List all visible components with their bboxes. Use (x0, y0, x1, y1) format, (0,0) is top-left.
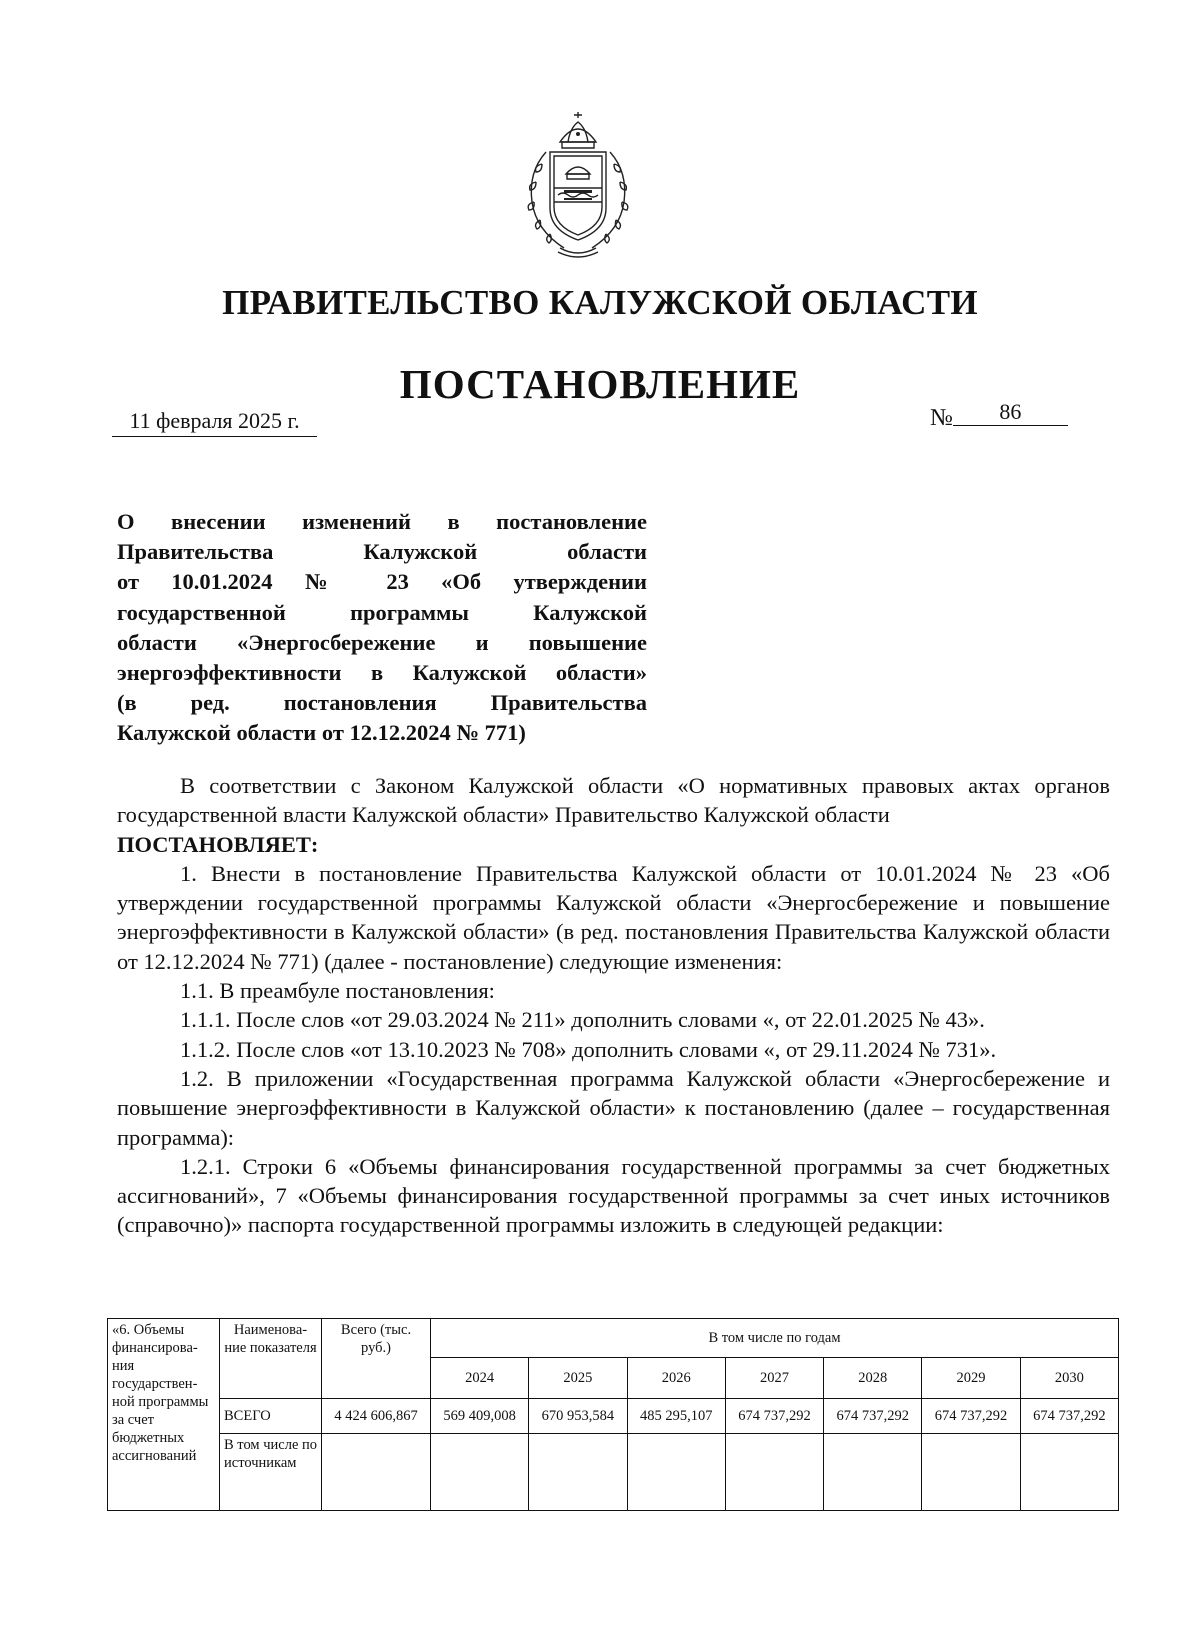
value-cell (1020, 1434, 1118, 1511)
document-number (930, 399, 1068, 432)
clause-1-1-1: 1.1.1. После слов «от 29.03.2024 № 211» дополнить словами «, от 22.01.2025 № 43». (180, 1007, 985, 1033)
total-cell (322, 1434, 431, 1511)
year-header: 2025 (529, 1358, 627, 1399)
clause-1-1-2: 1.1.2. После слов «от 13.10.2023 № 708» дополнить словами «, от 29.11.2024 № 731». (180, 1036, 997, 1062)
kaluga-coat-of-arms-emblem (518, 112, 638, 260)
table-row (108, 1399, 1119, 1434)
value-cell (824, 1434, 922, 1511)
subject-line: государственной программы Калужской (117, 599, 647, 625)
row-label-cell: «6. Объемы финансирова-ния государствен-ной программы за счет бюджетных ассигнований (108, 1319, 220, 1511)
value-cell (922, 1434, 1020, 1511)
value-cell (529, 1434, 627, 1511)
document-subject (117, 507, 647, 749)
table-header-row (108, 1319, 1119, 1358)
value-cell (725, 1434, 823, 1511)
number-value: 86 (953, 399, 1068, 426)
document-date: 11 февраля 2025 г. (112, 408, 317, 437)
clause-1-2-1: 1.2.1. Строки 6 «Объемы финансирования государственной программы за счет бюджетных ассигнований», 7 «Объемы финансирования государственной программы за счет иных источников (справочно)» паспорта государственной программы изложить в следующей редакции: (117, 1153, 1110, 1238)
column-header-total: Всего (тыс. руб.) (322, 1319, 431, 1399)
value-cell (627, 1434, 725, 1511)
value-cell: 674 737,292 (824, 1399, 922, 1434)
government-name-heading: ПРАВИТЕЛЬСТВО КАЛУЖСКОЙ ОБЛАСТИ (222, 283, 978, 322)
value-cell: 485 295,107 (627, 1399, 725, 1434)
decides-keyword: ПОСТАНОВЛЯЕТ: (117, 831, 319, 857)
preamble-paragraph: В соответствии с Законом Калужской области «О нормативных правовых актах органов государственной власти Калужской области» Правительство Калужской области (117, 773, 1110, 828)
table-row (108, 1434, 1119, 1511)
value-cell: 569 409,008 (431, 1399, 529, 1434)
value-cell: 674 737,292 (1020, 1399, 1118, 1434)
year-header: 2026 (627, 1358, 725, 1399)
year-header: 2027 (725, 1358, 823, 1399)
subject-line: Правительства Калужской области (117, 539, 647, 565)
value-cell (431, 1434, 529, 1511)
subject-line: от 10.01.2024 № 23 «Об утверждении (117, 569, 647, 595)
total-cell: 4 424 606,867 (322, 1399, 431, 1434)
document-type-heading: ПОСТАНОВЛЕНИЕ (399, 361, 801, 407)
subject-line: Калужской области от 12.12.2024 № 771) (117, 720, 526, 746)
indicator-cell: ВСЕГО (220, 1399, 322, 1434)
indicator-cell: В том числе по источникам (220, 1434, 322, 1511)
year-header: 2028 (824, 1358, 922, 1399)
column-header-indicator: Наименова-ние показателя (220, 1319, 322, 1399)
clause-1: 1. Внести в постановление Правительства Калужской области от 10.01.2024 № 23 «Об утверждении государственной программы Калужской области «Энергосбережение и повышение энергоэффективности в Калужской области» (в ред. постановления Правительства Калужской области от 12.12.2024 № 771) (далее - постановление) следующие изменения: (117, 860, 1110, 974)
value-cell: 674 737,292 (725, 1399, 823, 1434)
number-label: № (930, 405, 953, 431)
document-body (117, 771, 1110, 1240)
value-cell: 674 737,292 (922, 1399, 1020, 1434)
year-header: 2030 (1020, 1358, 1118, 1399)
clause-1-2: 1.2. В приложении «Государственная программа Калужской области «Энергосбережение и повышение энергоэффективности в Калужской области» к постановлению (далее – государственная программа): (117, 1065, 1110, 1150)
column-header-years-group: В том числе по годам (431, 1319, 1119, 1358)
year-header: 2029 (922, 1358, 1020, 1399)
subject-line: (в ред. постановления Правительства (117, 690, 647, 716)
value-cell: 670 953,584 (529, 1399, 627, 1434)
clause-1-1: 1.1. В преамбуле постановления: (180, 978, 495, 1004)
year-header: 2024 (431, 1358, 529, 1399)
financing-table (107, 1318, 1119, 1511)
subject-line: области «Энергосбережение и повышение (117, 629, 647, 655)
subject-line: энергоэффективности в Калужской области» (117, 660, 647, 686)
subject-line: О внесении изменений в постановление (117, 509, 647, 534)
